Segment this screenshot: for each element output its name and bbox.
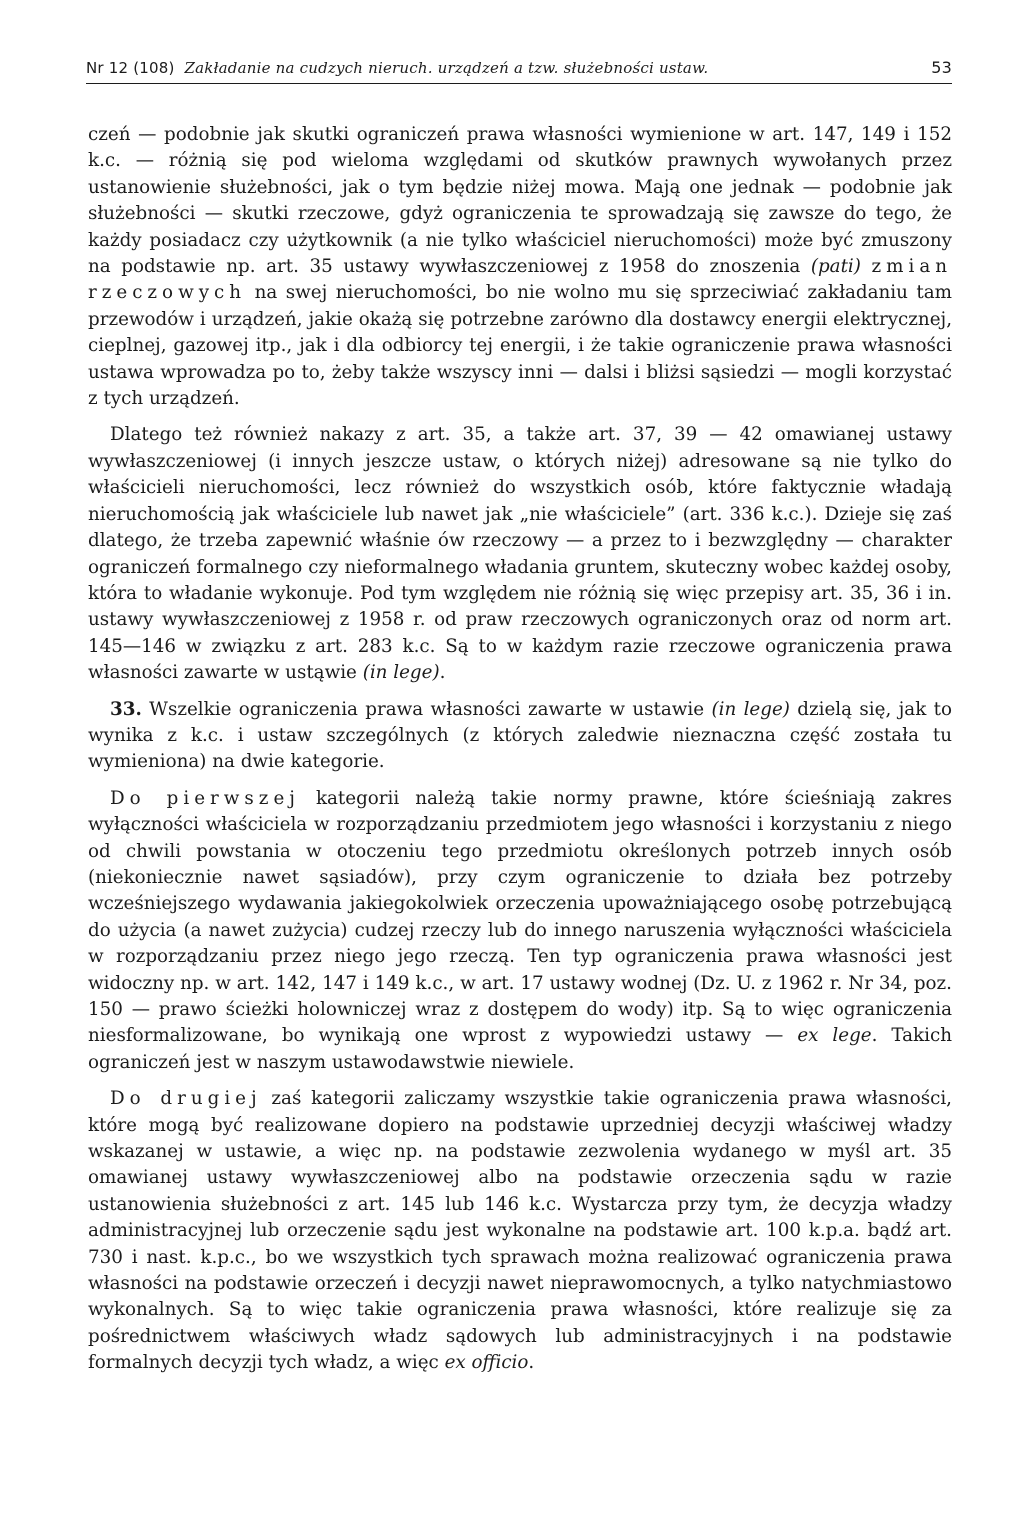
p5-text-d: . (528, 1352, 535, 1374)
running-head-left (86, 59, 708, 77)
p4-text-b: kategorii należą takie normy prawne, które ścieśniają zakres wyłączności właściciela w rozporządzaniu przedmiotem jego własności i korzystaniu z niego od chwili powstania w otoczeniu tego przedmiotu określonych potrzeb innych osób (niekoniecznie nawet sąsiadów), przy czym ograniczenie to działa bez potrzeby wcześniejszego wydawania jakiegokolwiek orzeczenia upoważniającego osobę potrzebującą do użycia (a nawet zużycia) cudzej rzeczy lub do innego naruszenia wyłączności właściciela w rozporządzaniu przez niego jego rzeczą. Ten typ ograniczenia prawa własności jest widoczny np. w art. 142, 147 i 149 k.c., w art. 17 ustawy wodnej (Dz. U. z 1962 r. Nr 34, poz. 150 — prawo ścieżki holowniczej wraz z dostępem do wody) itp. Są to więc ograniczenia niesformalizowane, bo wynikają one wprost z wypowiedzi ustawy — (88, 787, 953, 1047)
page-number: 53 (931, 58, 952, 77)
paragraph-5 (88, 1086, 952, 1376)
page (88, 58, 952, 1377)
paragraph-3 (88, 697, 952, 776)
p2-italic-in-lege: (in lege) (362, 662, 440, 684)
paragraph-4 (88, 786, 952, 1076)
paragraph-1 (88, 122, 952, 412)
p3-text-a: Wszelkie ograniczenia prawa własności zawarte w ustawie (141, 698, 712, 720)
running-head (86, 58, 952, 84)
p4-italic-ex-lege: ex lege (797, 1025, 872, 1047)
p3-italic-in-lege: (in lege) (711, 698, 790, 720)
p5-spaced-emphasis: Do drugiej (110, 1088, 262, 1110)
section-number: 33. (110, 698, 142, 720)
p4-spaced-emphasis: Do pierwszej (110, 787, 300, 809)
p1-italic-pati: (pati) (810, 256, 861, 278)
issue-number: Nr 12 (108) (86, 59, 175, 77)
paragraph-2 (88, 422, 952, 686)
p1-spaced-emphasis: zmian rzeczowych (88, 256, 953, 304)
p3-text-c: dzielą się, jak to wynika z k.c. i ustaw szczególnych (z których zaledwie nieznaczna część została tu wymieniona) na dwie kategorie. (88, 698, 952, 773)
p2-text-c: . (439, 662, 446, 684)
p5-text-b: zaś kategorii zaliczamy wszystkie takie ograniczenia prawa własności, które mogą być realizowane dopiero na podstawie uprzedniej decyzji właściwej władzy wskazanej w ustawie, a więc np. na podstawie zezwolenia wydanego w myśl art. 35 omawianej ustawy wywłaszczeniowej albo na podstawie orzeczenia sądu w razie ustanowienia służebności z art. 145 lub 146 k.c. Wystarcza przy tym, że decyzja władzy administracyjnej lub orzeczenie sądu jest wykonalne na podstawie art. 100 k.p.a. bądź art. 730 i nast. k.p.c., bo we wszystkich tych sprawach można realizować ograniczenia prawa własności na podstawie orzeczeń i decyzji nawet nieprawomocnych, a tylko natychmiastowo wykonalnych. Są to więc takie ograniczenia prawa własności, które realizuje się za pośrednictwem właściwych władz sądowych lub administracyjnych i na podstawie formalnych decyzji tych władz, a więc (88, 1088, 952, 1374)
p4-text-d: . Takich ograniczeń jest w naszym ustawodawstwie niewiele. (88, 1025, 952, 1073)
p1-text-d: na swej nieruchomości, bo nie wolno mu się sprzeciwiać zakładaniu tam przewodów i urządzeń, jakie okażą się potrzebne zarówno dla dostawcy energii elektrycznej, cieplnej, gazowej itp., jak i dla odbiorcy tej energii, i że takie ograniczenie prawa własności ustawa wprowadza po to, żeby także wszyscy inni — dalsi i bliżsi sąsiedzi — mogli korzystać z tych urządzeń. (88, 282, 952, 410)
p2-text-a: Dlatego też również nakazy z art. 35, a także art. 37, 39 — 42 omawianej ustawy wywłaszczeniowej (i innych jeszcze ustaw, o których niżej) adresowane są nie tylko do właścicieli nieruchomości, lecz również do wszystkich osób, które faktycznie władają nieruchomością jak właściciele lub nawet jak „nie właściciele” (art. 336 k.c.). Dzieje się zaś dlatego, że trzeba zapewnić właśnie ów rzeczowy — a przez to i bezwzględny — charakter ograniczeń formalnego czy nieformalnego władania gruntem, skuteczny wobec każdej osoby, która to władanie wykonuje. Pod tym względem nie różnią się więc przepisy art. 35, 36 i in. ustawy wywłaszczeniowej z 1958 r. od praw rzeczowych ograniczonych oraz od norm art. 145—146 w związku z art. 283 k.c. Są to w każdym razie rzeczowe ograniczenia prawa własności zawarte w ustąwie (88, 424, 952, 684)
body-text (88, 122, 952, 1377)
p5-italic-ex-officio: ex officio (444, 1352, 529, 1374)
running-title: Zakładanie na cudzych nieruch. urządzeń a tzw. służebności ustaw. (184, 59, 709, 77)
p1-text-a: czeń — podobnie jak skutki ograniczeń prawa własności wymienione w art. 147, 149 i 152 k.c. — różnią się pod wieloma względami od skutków prawnych wywołanych przez ustanowienie służebności, jak o tym będzie niżej mowa. Mają one jednak — podobnie jak służebności — skutki rzeczowe, gdyż ograniczenia te sprowadzają się zawsze do tego, że każdy posiadacz czy użytkownik (a nie tylko właściciel nieruchomości) może być zmuszony na podstawie np. art. 35 ustawy wywłaszczeniowej z 1958 do znoszenia (88, 124, 952, 278)
